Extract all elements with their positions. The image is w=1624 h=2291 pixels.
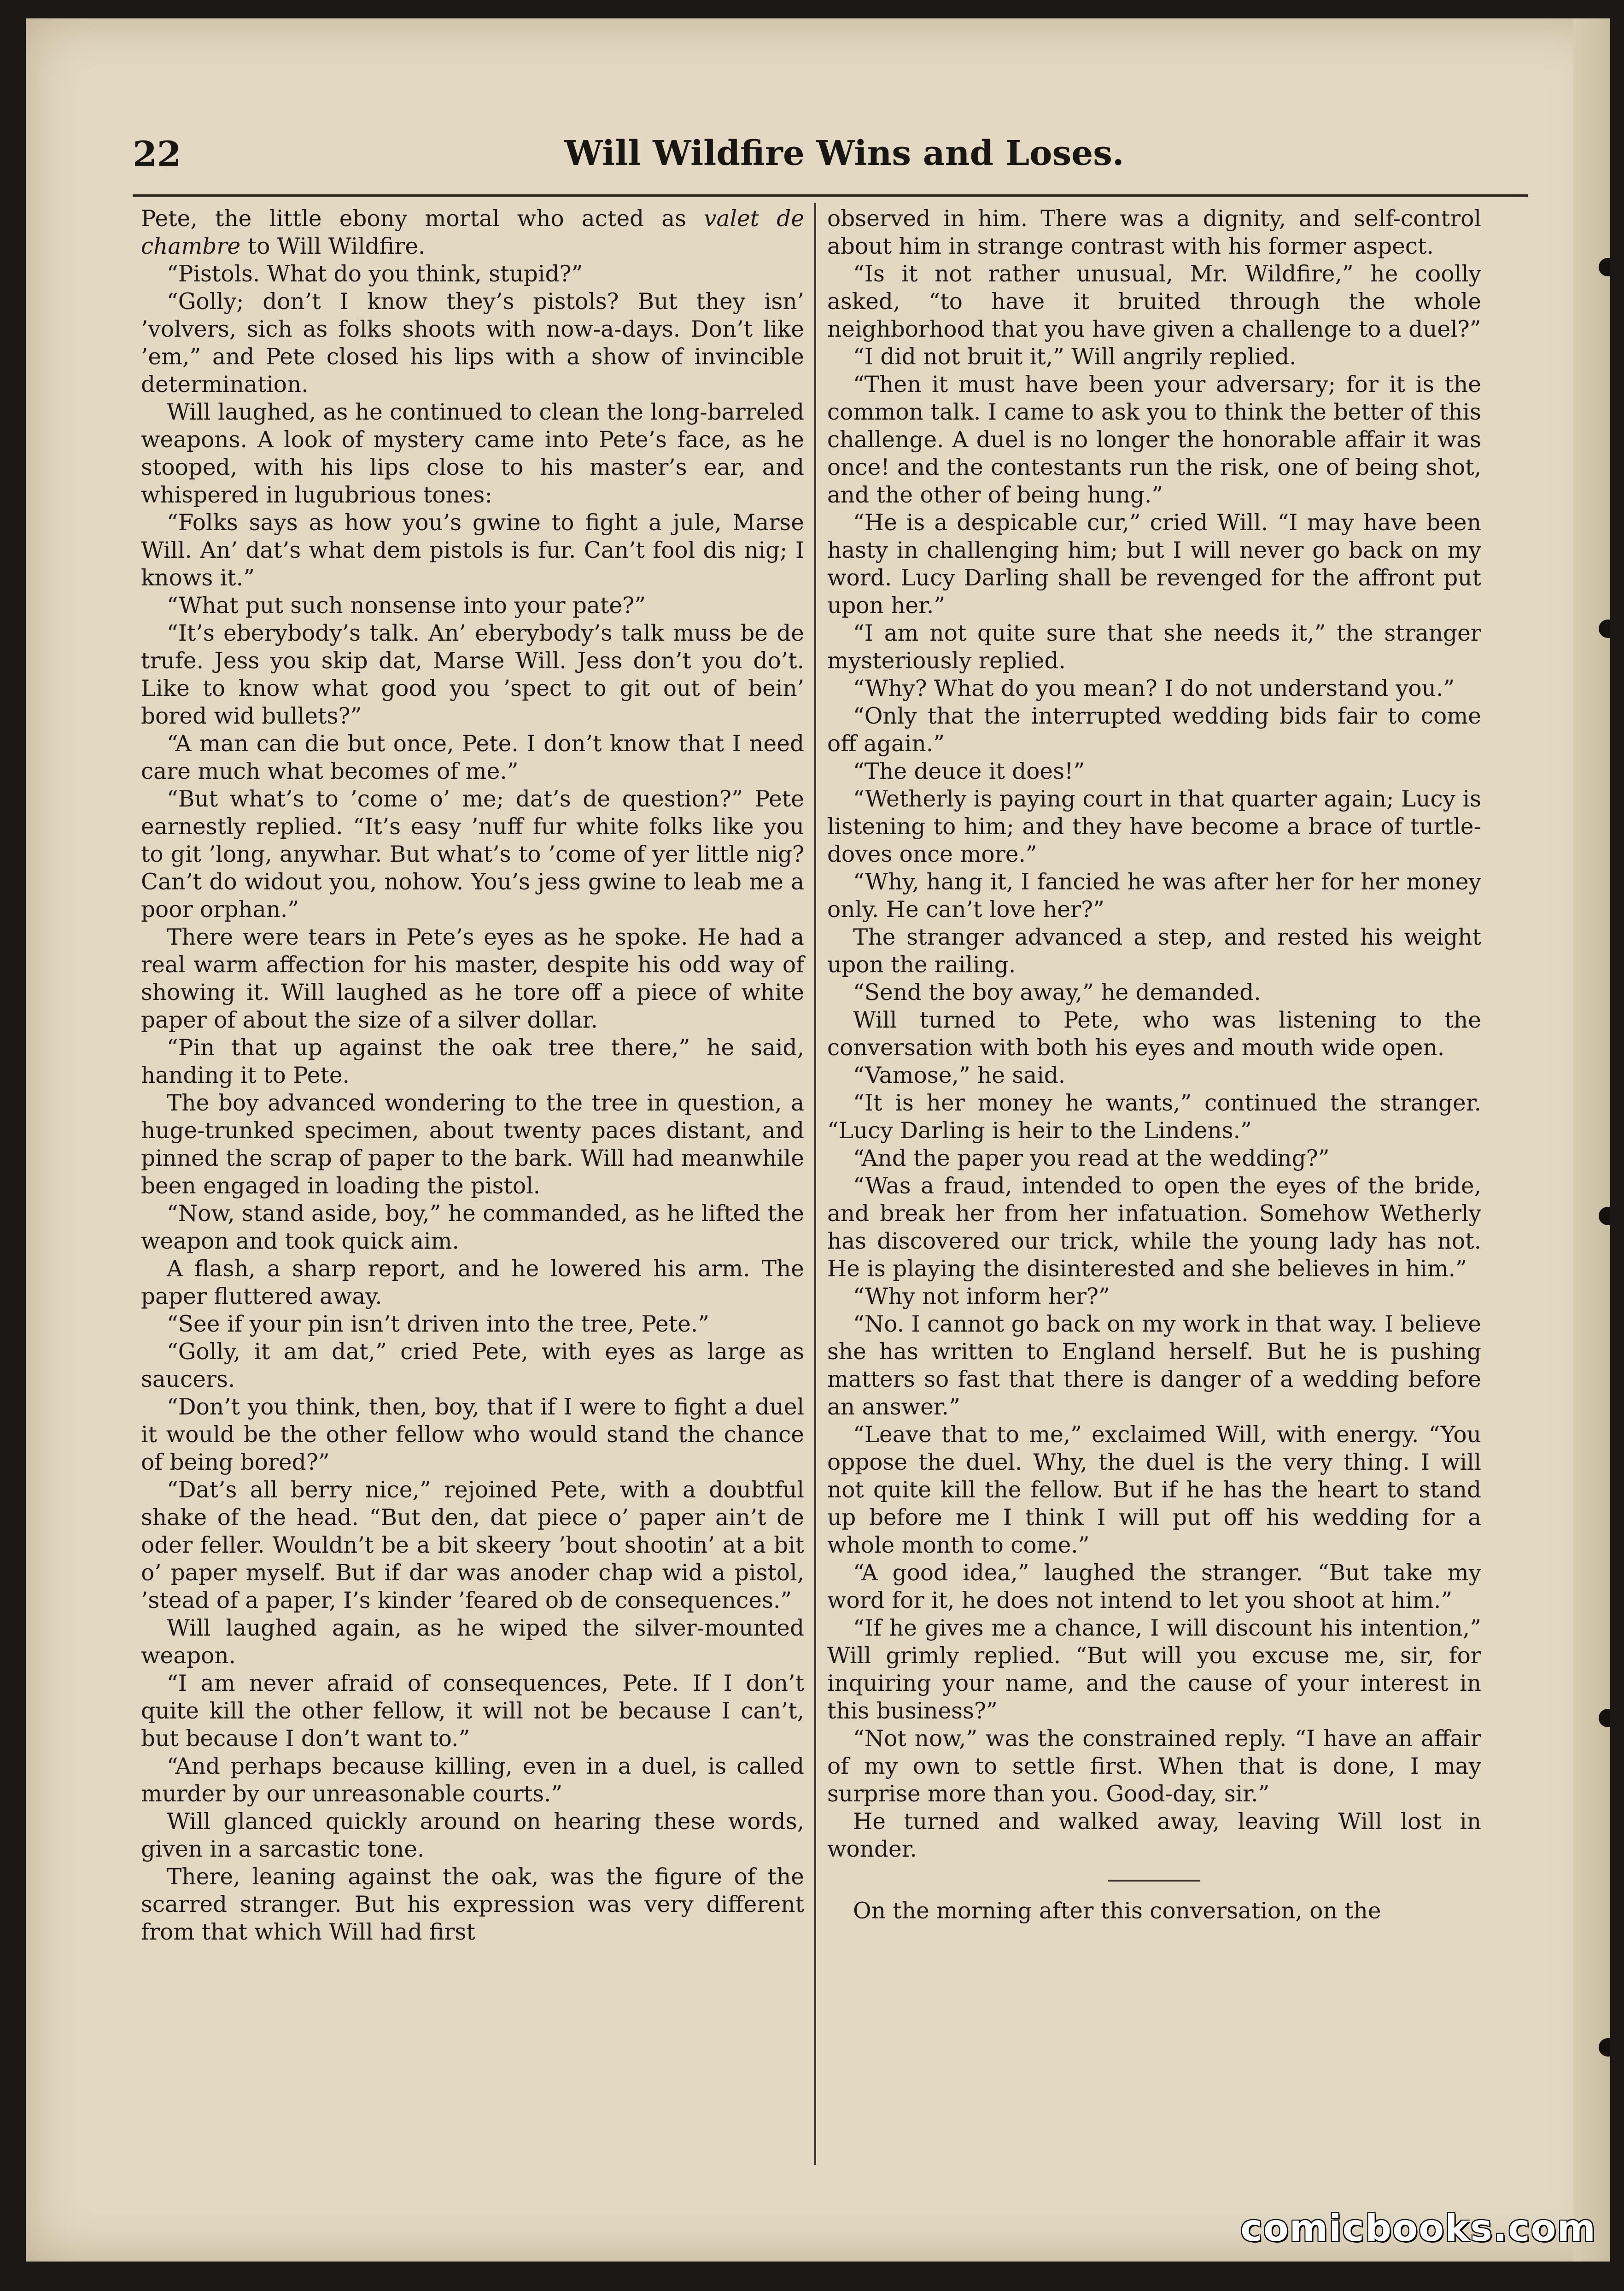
paragraph: “Folks says as how you’s gwine to fight a jule, Marse Will. An’ dat’s what dem pistols is fur. Can’t fool dis nig; I knows it.” bbox=[141, 510, 804, 591]
paragraph: “He is a despicable cur,” cried Will. “I may have been hasty in challenging him; but I will never go back on my word. Lucy Darling shall be revenged for the affront put upon her.” bbox=[827, 510, 1481, 619]
paragraph: “And perhaps because killing, even in a duel, is called murder by our unreasonable courts.” bbox=[141, 1753, 804, 1807]
page-edge bbox=[1573, 18, 1610, 2262]
column-divider bbox=[814, 203, 816, 2165]
paragraph: “Pistols. What do you think, stupid?” bbox=[167, 261, 583, 287]
paragraph: “Golly, it am dat,” cried Pete, with eyes as large as saucers. bbox=[141, 1339, 804, 1392]
paragraph: Pete, the little ebony mortal who acted as valet de chambre to Will Wildfire. bbox=[141, 206, 804, 259]
paragraph: “What put such nonsense into your pate?” bbox=[167, 593, 646, 619]
paragraph: Will turned to Pete, who was listening to the conversation with both his eyes and mouth wide open. bbox=[827, 1007, 1481, 1061]
paragraph: “Send the boy away,” he demanded. bbox=[853, 980, 1261, 1005]
paragraph: The stranger advanced a step, and rested his weight upon the railing. bbox=[827, 924, 1481, 978]
running-title: Will Wildfire Wins and Loses. bbox=[564, 134, 1124, 173]
paragraph: He turned and walked away, leaving Will lost in wonder. bbox=[827, 1809, 1481, 1862]
book-page bbox=[26, 18, 1610, 2262]
page-header bbox=[133, 134, 1528, 189]
paragraph: “Why? What do you mean? I do not understand you.” bbox=[853, 676, 1455, 701]
paragraph: “See if your pin isn’t driven into the tree, Pete.” bbox=[167, 1311, 709, 1337]
paragraph: On the morning after this conversation, on the bbox=[853, 1898, 1381, 1924]
paragraph: “Not now,” was the constrained reply. “I have an affair of my own to settle first. When that is done, I may surprise more than you. Good-day, sir.” bbox=[827, 1726, 1481, 1807]
paragraph: There, leaning against the oak, was the figure of the scarred stranger. But his expression was very different from that which Will had first bbox=[141, 1864, 804, 1945]
paragraph: “Was a fraud, intended to open the eyes of the bride, and break her from her infatuation. Somehow Wetherly has discovered our trick, while the young lady has not. He is playing the disinterested and she believes in him.” bbox=[827, 1173, 1481, 1282]
paragraph: There were tears in Pete’s eyes as he spoke. He had a real warm affection for his master, despite his odd way of showing it. Will laughed as he tore off a piece of white paper of about the size of a silver dollar. bbox=[141, 924, 804, 1033]
paragraph: Will laughed, as he continued to clean the long-barreled weapons. A look of mystery came into Pete’s face, as he stooped, with his lips close to his master’s ear, and whispered in lugubrious tones: bbox=[141, 399, 804, 508]
paragraph: A flash, a sharp report, and he lowered his arm. The paper fluttered away. bbox=[141, 1256, 804, 1309]
paragraph: “Wetherly is paying court in that quarter again; Lucy is listening to him; and they have become a brace of turtle-doves once more.” bbox=[827, 786, 1481, 867]
paragraph: “Vamose,” he said. bbox=[853, 1063, 1066, 1088]
paragraph: “No. I cannot go back on my work in that way. I believe she has written to England herself. But he is pushing matters so fast that there is danger of a wedding before an answer.” bbox=[827, 1311, 1481, 1420]
paragraph: “Then it must have been your adversary; for it is the common talk. I came to ask you to think the better of this challenge. A duel is no longer the honorable affair it was once! and the contestants run the risk, one of being shot, and the other of being hung.” bbox=[827, 372, 1481, 508]
italic-phrase: valet de chambre bbox=[141, 206, 804, 259]
paragraph: “Why not inform her?” bbox=[853, 1284, 1110, 1309]
paragraph: “It is her money he wants,” continued the stranger. “Lucy Darling is heir to the Lindens.” bbox=[827, 1090, 1481, 1144]
paragraph: “Only that the interrupted wedding bids fair to come off again.” bbox=[827, 703, 1481, 757]
paragraph: “I am never afraid of consequences, Pete. If I don’t quite kill the other fellow, it will not be because I can’t, but because I don’t want to.” bbox=[141, 1671, 804, 1752]
paragraph: “Don’t you think, then, boy, that if I were to fight a duel it would be the other fellow who would stand the chance of being bored?” bbox=[141, 1394, 804, 1475]
paragraph: Will glanced quickly around on hearing these words, given in a sarcastic tone. bbox=[141, 1809, 804, 1862]
paragraph: “I am not quite sure that she needs it,” the stranger mysteriously replied. bbox=[827, 620, 1481, 674]
paragraph: “Is it not rather unusual, Mr. Wildfire,” he coolly asked, “to have it bruited through the whole neighborhood that you have given a challenge to a duel?” bbox=[827, 261, 1481, 342]
paragraph: “Golly; don’t I know they’s pistols? But they isn’ ’volvers, sich as folks shoots with now-a-days. Don’t like ’em,” and Pete closed his lips with a show of invincible determination. bbox=[141, 289, 804, 397]
left-column bbox=[141, 205, 804, 1946]
paragraph: Will laughed again, as he wiped the silver-mounted weapon. bbox=[141, 1615, 804, 1669]
paragraph: “Dat’s all berry nice,” rejoined Pete, with a doubtful shake of the head. “But den, dat piece o’ paper ain’t de oder feller. Wouldn’t be a bit skeery ’bout shootin’ at a bit o’ paper myself. But if dar was anoder chap wid a pistol, ’stead of a paper, I’s kinder ’feared ob de consequences.” bbox=[141, 1477, 804, 1613]
paragraph: The boy advanced wondering to the tree in question, a huge-trunked specimen, about twenty paces distant, and pinned the scrap of paper to the bark. Will had meanwhile been engaged in loading the pistol. bbox=[141, 1090, 804, 1199]
paragraph: “It’s eberybody’s talk. An’ eberybody’s talk muss be de trufe. Jess you skip dat, Marse Will. Jess don’t you do’t. Like to know what good you ’spect to git out of bein’ bored wid bullets?” bbox=[141, 620, 804, 729]
paragraph: “I did not bruit it,” Will angrily replied. bbox=[853, 344, 1297, 370]
paragraph: “The deuce it does!” bbox=[853, 759, 1085, 784]
paragraph: “And the paper you read at the wedding?” bbox=[853, 1146, 1330, 1171]
paragraph: “But what’s to ’come o’ me; dat’s de question?” Pete earnestly replied. “It’s easy ’nuff fur white folks like you to git ’long, anywhar. But what’s to ’come of yer little nig? Can’t do widout you, nohow. You’s jess gwine to leab me a poor orphan.” bbox=[141, 786, 804, 923]
paragraph: “Pin that up against the oak tree there,” he said, handing it to Pete. bbox=[141, 1035, 804, 1088]
page-number: 22 bbox=[133, 134, 181, 175]
site-watermark: comicbooks.com bbox=[1240, 2207, 1596, 2250]
paragraph: “A man can die but once, Pete. I don’t know that I need care much what becomes of me.” bbox=[141, 731, 804, 784]
paragraph: “A good idea,” laughed the stranger. “But take my word for it, he does not intend to let you shoot at him.” bbox=[827, 1560, 1481, 1613]
paragraph: “Now, stand aside, boy,” he commanded, as he lifted the weapon and took quick aim. bbox=[141, 1201, 804, 1254]
paragraph: “Why, hang it, I fancied he was after her for her money only. He can’t love her?” bbox=[827, 869, 1481, 923]
right-column bbox=[827, 205, 1481, 1925]
header-rule bbox=[133, 194, 1528, 197]
paragraph: observed in him. There was a dignity, and self-control about him in strange contrast with his former aspect. bbox=[827, 206, 1481, 259]
paragraph: “Leave that to me,” exclaimed Will, with energy. “You oppose the duel. Why, the duel is the very thing. I will not quite kill the fellow. But if he has the heart to stand up before me I think I will put off his wedding for a whole month to come.” bbox=[827, 1422, 1481, 1558]
paragraph: “If he gives me a chance, I will discount his intention,” Will grimly replied. “But will you excuse me, sir, for inquiring your name, and the cause of your interest in this business?” bbox=[827, 1615, 1481, 1724]
section-break-rule bbox=[1108, 1880, 1200, 1882]
